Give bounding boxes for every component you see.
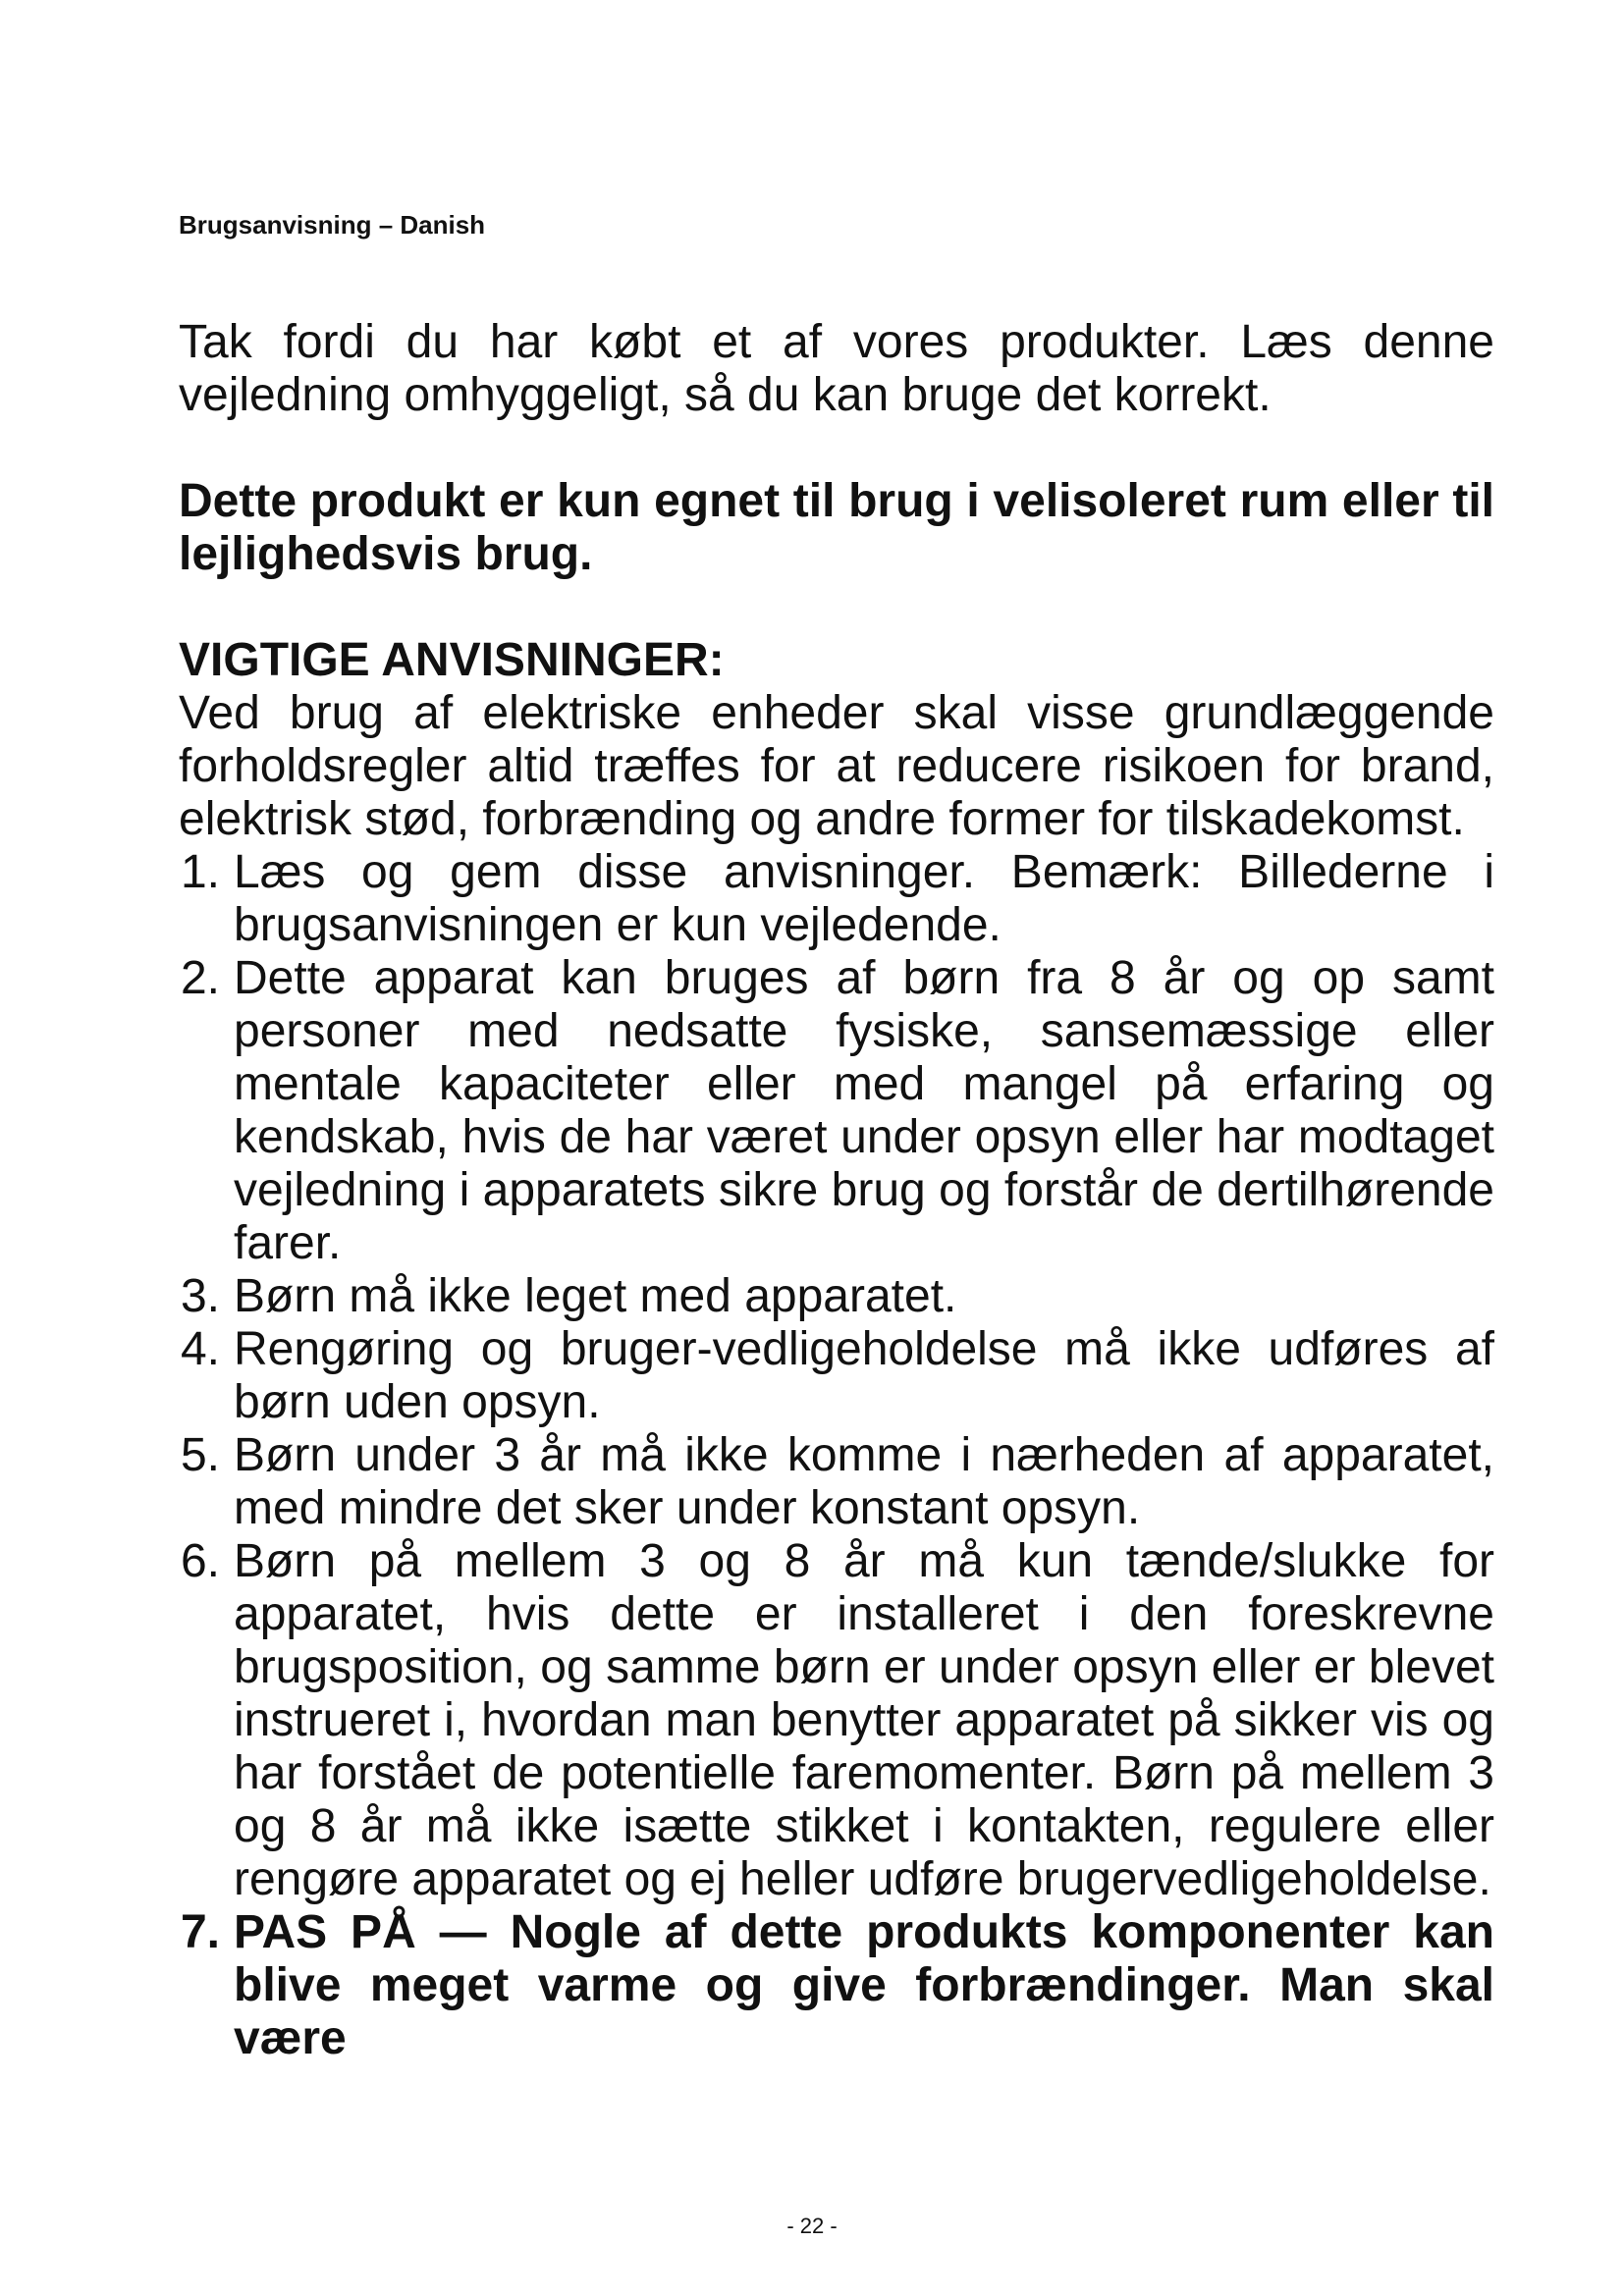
document-body [179, 316, 1494, 2065]
list-item [179, 1323, 1494, 1429]
list-item [179, 1535, 1494, 1906]
section-heading: VIGTIGE ANVISNINGER: [179, 634, 725, 686]
item-text: Børn på mellem 3 og 8 år må kun tænde/slukke for apparatet, hvis dette er installeret i den foreskrevne brugsposition, og samme børn er under opsyn eller er blevet instrueret i, hvordan man benytter apparatet på sikker vis og har forstået de potentielle faremomenter. Børn på mellem 3 og 8 år må ikke isætte stikket i kontakten, regulere eller rengøre apparatet og ej heller udføre brugervedligeholdelse. [234, 1535, 1494, 1905]
instructions-list [179, 846, 1494, 2065]
item-number: 7. [180, 1906, 220, 1958]
item-number: 1. [180, 846, 220, 898]
item-number: 5. [180, 1429, 220, 1481]
item-text: Læs og gem disse anvisninger. Bemærk: Billederne i brugsanvisningen er kun vejledende. [234, 846, 1494, 951]
item-text: Børn under 3 år må ikke komme i nærheden af apparatet, med mindre det sker under konstant opsyn. [234, 1429, 1494, 1534]
list-item-warning [179, 1906, 1494, 2065]
item-number: 3. [180, 1270, 220, 1322]
list-item [179, 846, 1494, 952]
section-lead: Ved brug af elektriske enheder skal visse grundlæggende forholdsregler altid træffes for at reducere risikoen for brand, elektrisk stød, forbrænding og andre former for tilskadekomst. [179, 687, 1494, 845]
item-text: Rengøring og bruger-vedligeholdelse må ikke udføres af børn uden opsyn. [234, 1323, 1494, 1428]
item-text: PAS PÅ — Nogle af dette produkts komponenter kan blive meget varme og give forbrændinger. Man skal være [234, 1906, 1494, 2064]
list-item [179, 1270, 1494, 1323]
usage-warning: Dette produkt er kun egnet til brug i velisoleret rum eller til lejlighedsvis brug. [179, 475, 1494, 580]
list-item [179, 952, 1494, 1270]
intro-paragraph: Tak fordi du har købt et af vores produkter. Læs denne vejledning omhyggeligt, så du kan bruge det korrekt. [179, 316, 1494, 421]
item-text: Dette apparat kan bruges af børn fra 8 år og op samt personer med nedsatte fysiske, sansemæssige eller mentale kapaciteter eller med mangel på erfaring og kendskab, hvis de har været under opsyn eller har modtaget vejledning i apparatets sikre brug og forstår de dertilhørende farer. [234, 952, 1494, 1269]
item-number: 6. [180, 1535, 220, 1587]
page-number: - 22 - [786, 2214, 838, 2238]
item-number: 2. [180, 952, 220, 1004]
item-text: Børn må ikke leget med apparatet. [234, 1270, 957, 1322]
list-item [179, 1429, 1494, 1535]
item-number: 4. [180, 1323, 220, 1375]
document-header: Brugsanvisning – Danish [179, 210, 486, 240]
